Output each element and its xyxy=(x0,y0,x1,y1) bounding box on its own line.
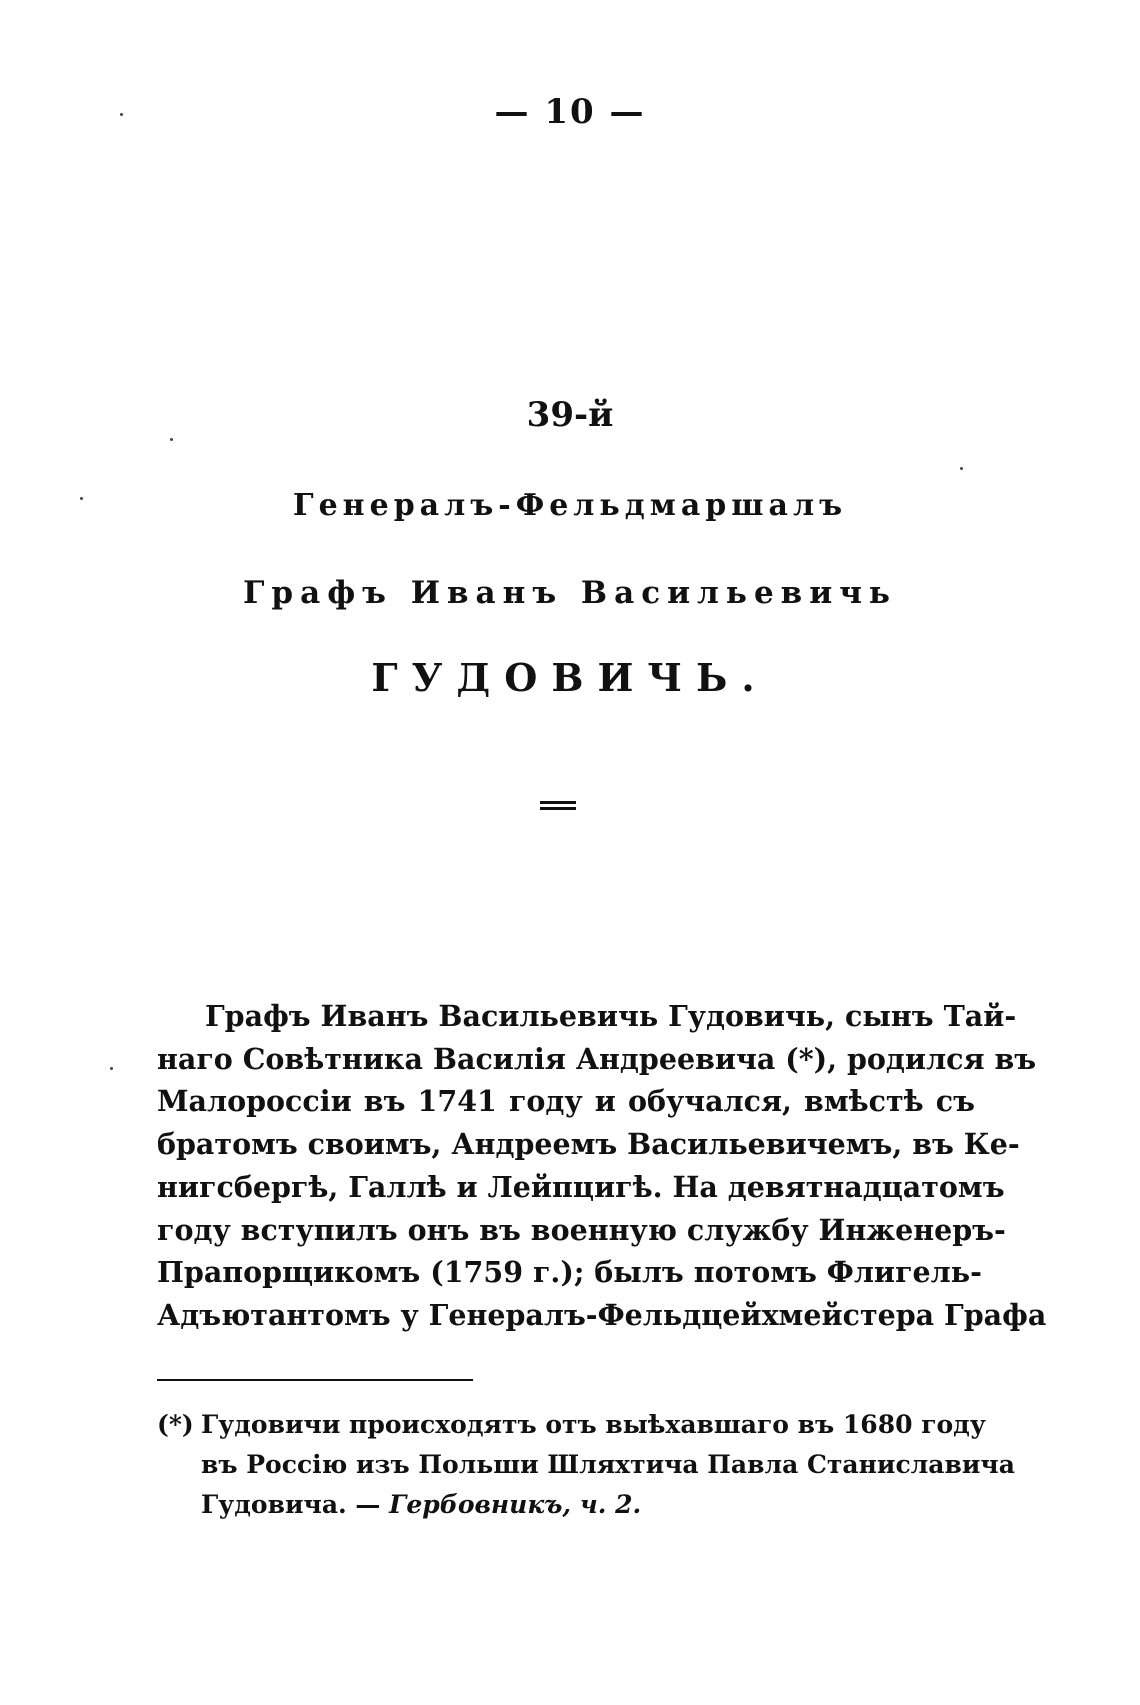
footnote-source: Гербовникъ, ч. 2. xyxy=(389,1490,642,1519)
body-paragraph xyxy=(157,995,1047,1337)
body-line: Прапорщикомъ (1759 г.); былъ потомъ Флигель- xyxy=(157,1255,982,1290)
double-rule-ornament xyxy=(540,801,576,811)
page-number: — 10 — xyxy=(494,92,646,132)
rank-heading: Генералъ-Фельдмаршалъ xyxy=(292,488,848,523)
body-line: Малороссіи въ 1741 году и обучался, вмѣстѣ съ xyxy=(157,1084,975,1119)
footnote-last-line xyxy=(201,1485,977,1525)
body-line: наго Совѣтника Василія Андреевича (*), родился въ xyxy=(157,1041,1037,1076)
surname-heading: ГУДОВИЧЬ. xyxy=(371,655,769,700)
body-line: Графъ Иванъ Васильевичь Гудовичь, сынъ Тай- xyxy=(205,999,1017,1033)
body-line: году вступилъ онъ въ военную службу Инженеръ- xyxy=(157,1212,1006,1247)
scan-speck xyxy=(120,113,123,116)
biography-number: 39-й xyxy=(526,395,614,435)
body-line: братомъ своимъ, Андреемъ Васильевичемъ, въ Ке- xyxy=(157,1127,1020,1162)
scan-speck xyxy=(110,1067,113,1070)
footnote-line: Гудовича. — xyxy=(201,1490,381,1519)
footnote-line: Гудовичи происходятъ отъ выѣхавшаго въ 1680 году xyxy=(201,1410,986,1439)
scan-speck xyxy=(960,467,963,470)
footnote-marker: (*) xyxy=(157,1410,194,1439)
scan-speck xyxy=(170,438,173,441)
body-line: нигсбергѣ, Галлѣ и Лейпцигѣ. На девятнадцатомъ xyxy=(157,1169,1005,1204)
footnote-separator xyxy=(157,1379,473,1381)
name-heading: Графъ Иванъ Васильевичь xyxy=(243,575,897,611)
scan-speck xyxy=(80,497,83,500)
footnote-line: въ Россію изъ Польши Шляхтича Павла Станиславича xyxy=(201,1450,1015,1479)
body-line: Адъютантомъ у Генералъ-Фельдцейхмейстера Графа xyxy=(157,1297,1047,1332)
footnote xyxy=(157,1405,1015,1525)
